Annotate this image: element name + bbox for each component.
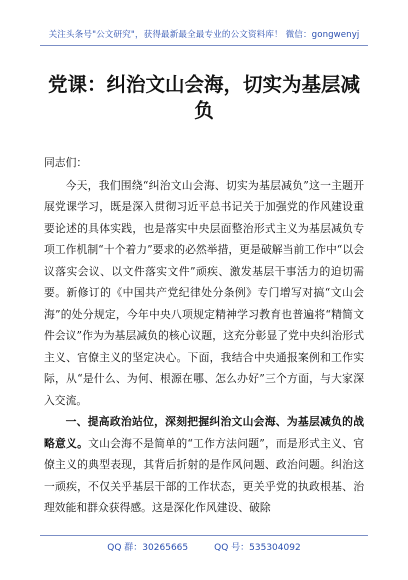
section-1-heading: 一、提高政治站位，深刻把握纠治文山会海、为基层减负的战略意义。 bbox=[44, 415, 364, 450]
footer-qq-group: QQ 群：30265665 bbox=[107, 543, 189, 553]
paragraph-intro: 今天，我们围绕“纠治文山会海、切实为基层减负”这一主题开展党课学习，既是深入贯彻习近平总书记关于加强党的作风建设重要论述的具体实践，也是落实中央层面整治形式主义为基层减负专项工作机制“十个着力”要求的必然举措，更是破解当前工作中“以会议落实会议、以文件落实文件”顽疾、激发基层干事活力的迫切需要。新修订的《中国共产党纪律处分条例》专门增写对搞“文山会海”的处分规定，今年中央八项规定精神学习教育也普遍将“精简文件会议”作为为基层减负的核心议题，这充分彰显了党中央纠治形式主义、官僚主义的坚定决心。下面，我结合中央通报案例和工作实际，从“是什么、为何、根源在哪、怎么办好”三个方面，与大家深入交流。 bbox=[44, 178, 364, 407]
footer bbox=[0, 540, 408, 553]
header-divider bbox=[40, 45, 368, 46]
section-1-text: 文山会海不是简单的“工作方法问题”，而是形式主义、官僚主义的典型表现，其背后折射的是作风问题、政治问题。纠治这一顽疾，不仅关乎基层干部的工作状态，更关乎党的执政根基、治理效能和群众获得感。这是深化作风建设、破除 bbox=[44, 436, 364, 514]
footer-divider bbox=[40, 535, 368, 536]
salutation: 同志们： bbox=[44, 156, 88, 169]
document-body bbox=[44, 152, 364, 519]
header-note: 关注头条号"公文研究"，获得最新最全最专业的公文资料库！ 微信：gongwenyj bbox=[48, 30, 360, 40]
footer-qq-number: QQ 号：535304092 bbox=[214, 543, 301, 553]
paragraph-section-1 bbox=[44, 411, 364, 519]
document-title: 党课：纠治文山会海，切实为基层减负 bbox=[47, 73, 360, 122]
